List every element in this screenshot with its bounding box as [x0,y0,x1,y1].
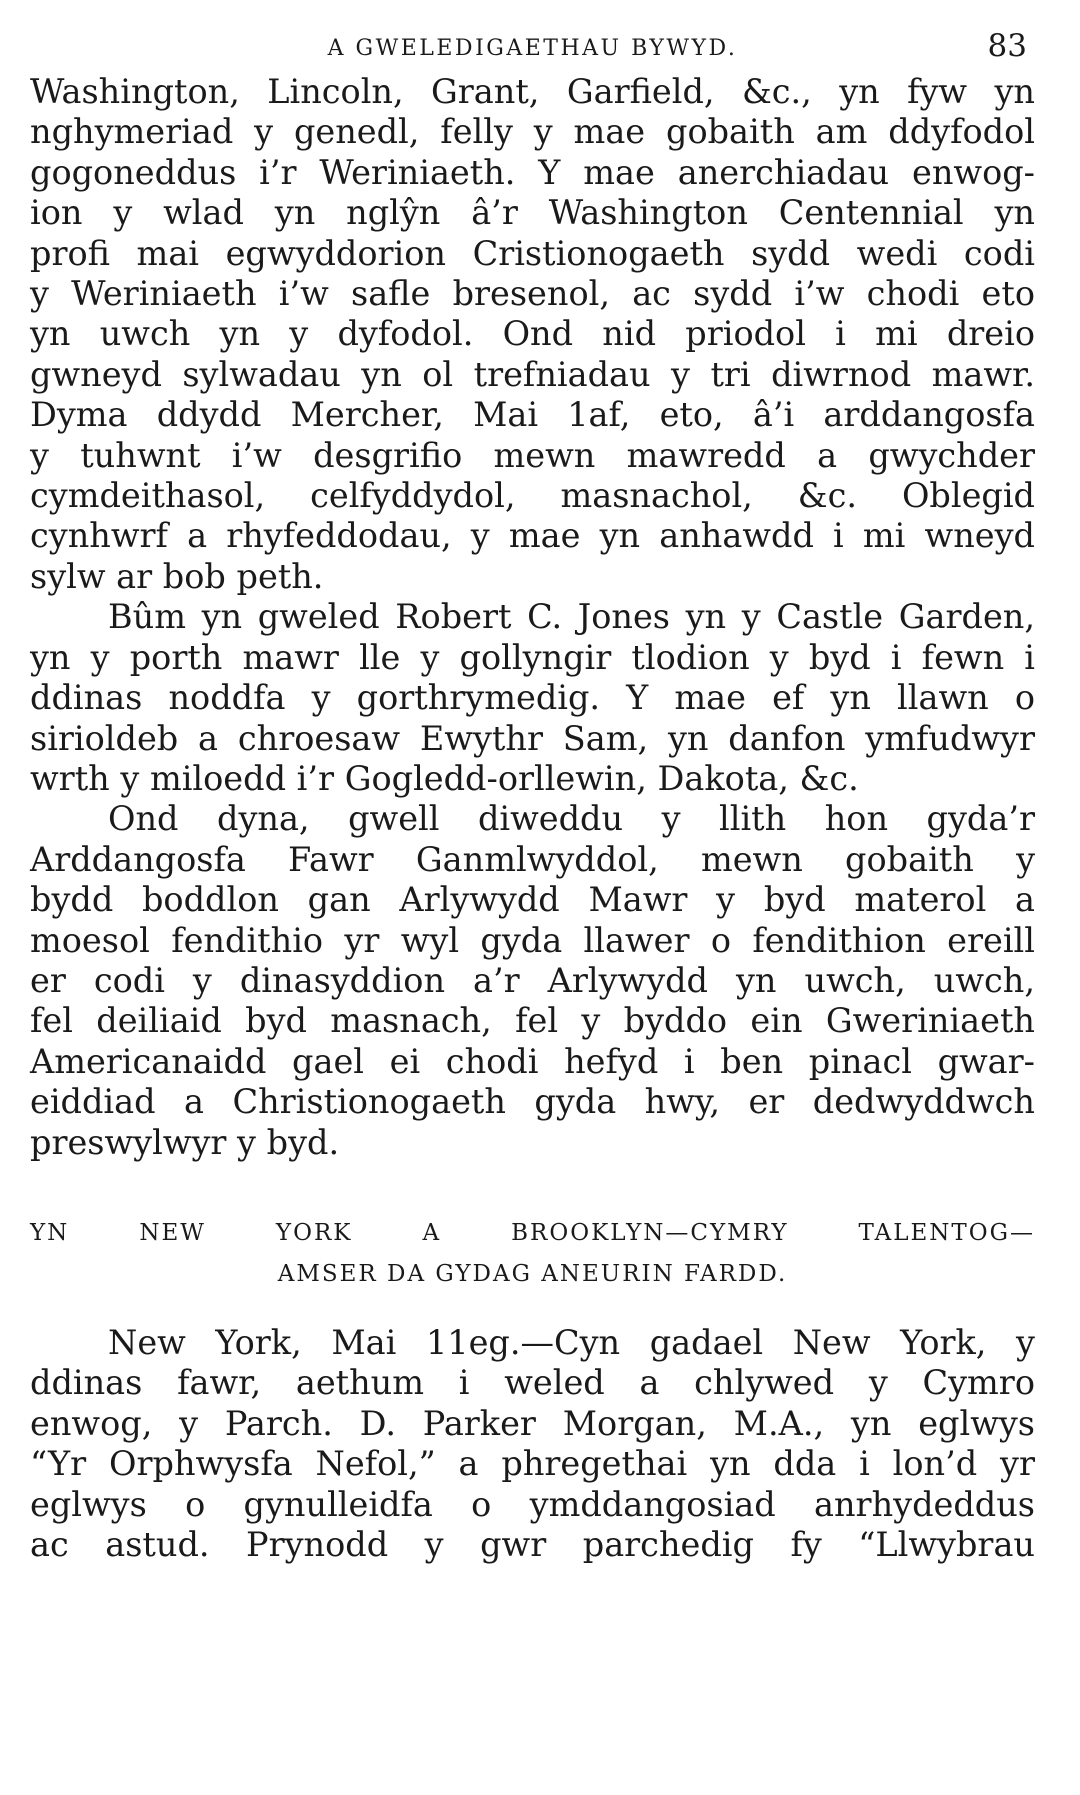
text-line: “Yr Orphwysfa Nefol,” a phregethai yn dda i lon’d yr [30,1444,1035,1484]
text-line: yn y porth mawr lle y gollyngir tlodion y byd i fewn i [30,637,1035,677]
section-heading-line-1: YN NEW YORK A BROOKLYN—CYMRY TALENTOG— [30,1219,1035,1246]
text-line: wrth y miloedd i’r Gogledd-orllewin, Dakota, &c. [30,758,859,798]
text-line: gogoneddus i’r Weriniaeth. Y mae anerchiadau enwog- [30,152,1035,192]
text-line: enwog, y Parch. D. Parker Morgan, M.A., yn eglwys [30,1403,1035,1443]
section-paragraph [30,1323,1035,1565]
text-line: eiddiad a Christionogaeth gyda hwy, er dedwyddwch [30,1082,1035,1122]
text-line: sylw ar bob peth. [30,556,324,596]
text-line: Bûm yn gweled Robert C. Jones yn y Castle Garden, [108,597,1035,637]
section-heading-line-2: AMSER DA GYDAG ANEURIN FARDD. [277,1260,788,1287]
text-line: Dyma ddydd Mercher, Mai 1af, eto, â’i arddangosfa [30,395,1035,435]
paragraph-1 [30,72,1035,597]
text-line: moesol fendithio yr wyl gyda llawer o fendithion ereill [30,920,1035,960]
text-line: Arddangosfa Fawr Ganmlwyddol, mewn gobaith y [30,839,1035,879]
running-header [30,0,1035,72]
text-line: Washington, Lincoln, Grant, Garfield, &c., yn fyw yn [30,72,1035,111]
text-line: ac astud. Prynodd y gwr parchedig fy “Llwybrau [30,1525,1035,1564]
text-line: bydd boddlon gan Arlywydd Mawr y byd materol a [30,880,1035,920]
section-heading [30,1213,1035,1295]
text-line: cynhwrf a rhyfeddodau, y mae yn anhawdd i mi wneyd [30,516,1035,556]
book-page [30,0,1035,1565]
text-line: ion y wlad yn nglŷn â’r Washington Centennial yn [30,193,1035,233]
text-line: y Weriniaeth i’w safle bresenol, ac sydd i’w chodi eto [30,274,1035,314]
page-number: 83 [987,28,1027,64]
text-line: sirioldeb a chroesaw Ewythr Sam, yn danfon ymfudwyr [30,718,1035,758]
text-line: profi mai egwyddorion Cristionogaeth sydd wedi codi [30,233,1035,273]
paragraph-2 [30,597,1035,799]
text-line: Ond dyna, gwell diweddu y llith hon gyda’r [108,799,1035,839]
text-line: preswylwyr y byd. [30,1122,340,1162]
text-line: eglwys o gynulleidfa o ymddangosiad anrhydeddus [30,1484,1035,1524]
text-line: yn uwch yn y dyfodol. Ond nid priodol i mi dreio [30,314,1035,354]
text-line: New York, Mai 11eg.—Cyn gadael New York, y [108,1322,1035,1362]
text-line: nghymeriad y genedl, felly y mae gobaith am ddyfodol [30,112,1035,152]
running-title: A GWELEDIGAETHAU BYWYD. [327,36,738,61]
text-line: cymdeithasol, celfyddydol, masnachol, &c. Oblegid [30,476,1035,516]
text-line: Americanaidd gael ei chodi hefyd i ben pinacl gwar- [30,1041,1035,1081]
text-line: fel deiliaid byd masnach, fel y byddo ein Gweriniaeth [30,1001,1035,1041]
text-line: ddinas fawr, aethum i weled a chlywed y Cymro [30,1363,1035,1403]
text-line: gwneyd sylwadau yn ol trefniadau y tri diwrnod mawr. [30,354,1035,394]
paragraph-3 [30,799,1035,1163]
text-line: er codi y dinasyddion a’r Arlywydd yn uwch, uwch, [30,960,1035,1000]
text-line: ddinas noddfa y gorthrymedig. Y mae ef yn llawn o [30,678,1035,718]
text-line: y tuhwnt i’w desgrifio mewn mawredd a gwychder [30,435,1035,475]
